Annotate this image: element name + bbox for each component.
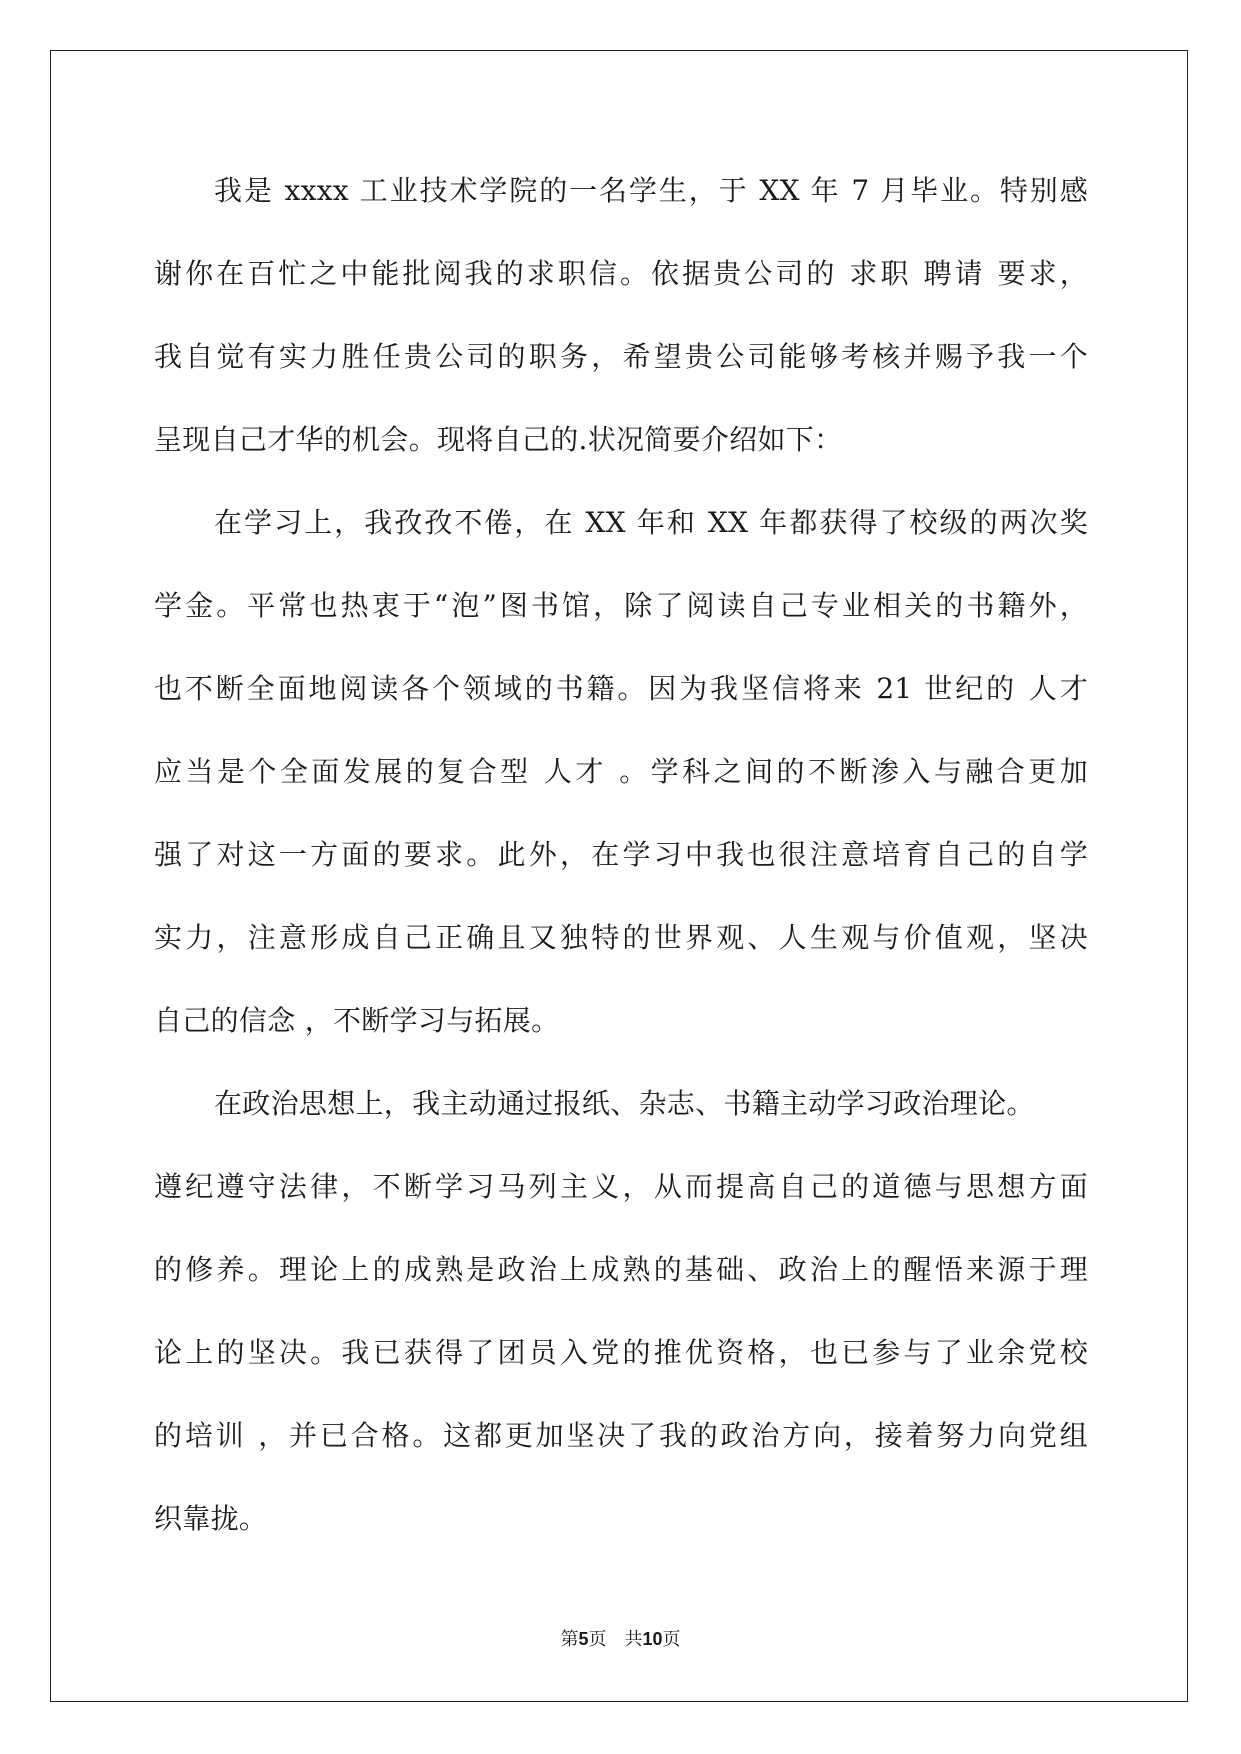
paragraph-3-line-6: 织靠拢。 [154, 1502, 268, 1535]
paragraph-1-line-1: 我是 xxxx 工业技术学院的一名学生，于 XX 年 7 月毕业。特别感 [214, 174, 1088, 207]
paragraph-3-line-4: 论上的坚决。我已获得了团员入党的推优资格，也已参与了业余党校 [154, 1336, 1088, 1369]
page-prefix: 第 [560, 1629, 579, 1650]
total-suffix: 页 [662, 1629, 681, 1650]
paragraph-2-line-6: 实力，注意形成自己正确且又独特的世界观、人生观与价值观，坚决 [154, 921, 1088, 954]
page-current-number: 5 [578, 1629, 589, 1649]
paragraph-2-line-4: 应当是个全面发展的复合型 人才 。学科之间的不断渗入与融合更加 [154, 755, 1088, 788]
page-suffix: 页 [588, 1629, 607, 1650]
paragraph-2-line-1: 在学习上，我孜孜不倦，在 XX 年和 XX 年都获得了校级的两次奖 [214, 506, 1088, 539]
paragraph-3-line-3: 的修养。理论上的成熟是政治上成熟的基础、政治上的醒悟来源于理 [154, 1253, 1088, 1286]
page-footer [0, 1625, 1241, 1651]
paragraph-2-line-2: 学金。平常也热衷于“泡”图书馆，除了阅读自己专业相关的书籍外， [154, 589, 1088, 622]
paragraph-2-line-3: 也不断全面地阅读各个领域的书籍。因为我坚信将来 21 世纪的 人才 [154, 672, 1088, 705]
page-total-number: 10 [642, 1629, 663, 1649]
paragraph-2-line-7: 自己的信念 ，不断学习与拓展。 [154, 1004, 560, 1037]
paragraph-1-line-4: 呈现自己才华的机会。现将自己的.状况简要介绍如下： [154, 423, 843, 456]
paragraph-3-line-2: 遵纪遵守法律，不断学习马列主义，从而提高自己的道德与思想方面 [154, 1170, 1088, 1203]
paragraph-3-line-5: 的培训 ，并已合格。这都更加坚决了我的政治方向，接着努力向党组 [154, 1419, 1088, 1452]
paragraph-1-line-3: 我自觉有实力胜任贵公司的职务，希望贵公司能够考核并赐予我一个 [154, 340, 1088, 373]
total-prefix: 共 [624, 1629, 643, 1650]
paragraph-2-line-5: 强了对这一方面的要求。此外，在学习中我也很注意培育自己的自学 [154, 838, 1088, 871]
paragraph-3-line-1: 在政治思想上，我主动通过报纸、杂志、书籍主动学习政治理论。 [214, 1087, 1035, 1120]
letter-body [154, 164, 1088, 1575]
paragraph-1-line-2: 谢你在百忙之中能批阅我的求职信。依据贵公司的 求职 聘请 要求， [154, 257, 1088, 290]
